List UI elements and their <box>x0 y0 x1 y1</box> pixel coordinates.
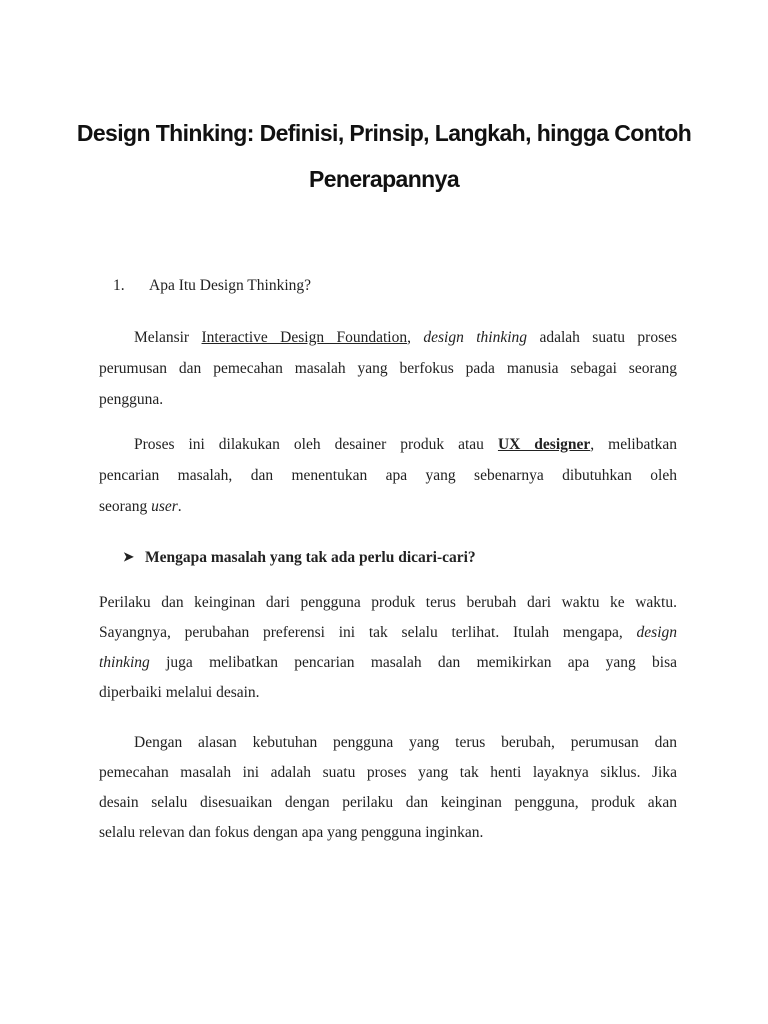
p3-line-4: diperbaiki melalui desain. <box>99 684 260 701</box>
p4-line-1: Dengan alasan kebutuhan pengguna yang terus berubah, perumusan dan <box>134 734 677 751</box>
p2-line-2: pencarian masalah, dan menentukan apa yang sebenarnya dibutuhkan oleh <box>99 467 677 484</box>
p1-line-1 <box>134 323 677 353</box>
p3-line-1: Perilaku dan keinginan dari pengguna produk terus berubah dari waktu ke waktu. <box>99 594 677 611</box>
subheading-text: Mengapa masalah yang tak ada perlu dicari-cari? <box>145 549 476 566</box>
p2-text: Proses ini dilakukan oleh desainer produk atau <box>134 436 484 453</box>
p2-period: . <box>177 498 182 515</box>
p2-text-end: , melibatkan <box>590 436 678 453</box>
p2-line-3 <box>99 492 677 522</box>
p2-l3-text: seorang <box>99 498 148 515</box>
p1-line-2: perumusan dan pemecahan masalah yang berfokus pada manusia sebagai seorang <box>99 360 677 377</box>
arrow-bullet-icon: ➤ <box>123 549 134 564</box>
p1-line-3: pengguna. <box>99 391 164 408</box>
p3-l3-text: juga melibatkan pencarian masalah dan memikirkan apa yang bisa <box>166 654 677 671</box>
p4-line-4: selalu relevan dan fokus dengan apa yang pengguna inginkan. <box>99 824 484 841</box>
section-heading-1 <box>113 272 311 300</box>
p4-line-2: pemecahan masalah ini adalah suatu proses yang tak henti layaknya siklus. Jika <box>99 764 677 781</box>
title-line-1: Design Thinking: Definisi, Prinsip, Langkah, hingga Contoh <box>76 120 692 146</box>
p4-line-3: desain selalu disesuaikan dengan perilaku dan keinginan pengguna, produk akan <box>99 794 677 811</box>
ux-designer-link[interactable]: UX designer <box>497 436 591 453</box>
p3-line-2 <box>99 618 677 648</box>
p1-text: Melansir <box>134 329 190 346</box>
p1-comma: , <box>407 329 411 346</box>
subheading <box>123 542 476 573</box>
p1-italic-term: design thinking <box>423 329 528 346</box>
p3-italic-thinking: thinking <box>99 654 150 671</box>
p3-l2-text: Sayangnya, perubahan preferensi ini tak selalu terlihat. Itulah mengapa, <box>99 624 623 641</box>
list-number: 1. <box>113 277 125 294</box>
p2-italic-user: user <box>151 498 178 515</box>
interactive-design-foundation-link[interactable]: Interactive Design Foundation <box>201 329 408 346</box>
section-heading-text: Apa Itu Design Thinking? <box>149 277 312 294</box>
p1-text-end: adalah suatu proses <box>539 329 678 346</box>
p3-line-3 <box>99 648 677 678</box>
document-title <box>60 110 708 202</box>
p3-italic-design: design <box>636 624 677 641</box>
title-line-2: Penerapannya <box>308 166 460 192</box>
p2-line-1 <box>134 430 677 460</box>
